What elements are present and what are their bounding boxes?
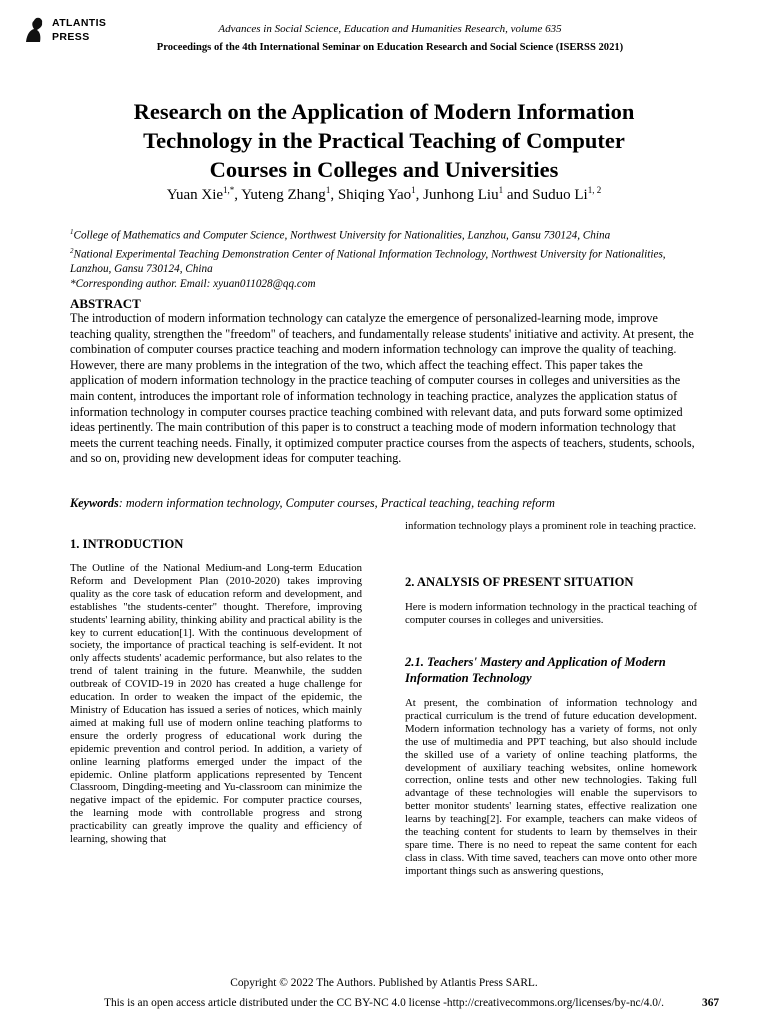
title-line: Technology in the Practical Teaching of Computer bbox=[143, 128, 625, 153]
affiliations bbox=[70, 225, 698, 292]
publisher-name-line2: PRESS bbox=[52, 31, 90, 43]
corresponding-author: *Corresponding author. Email: xyuan011028@qq.com bbox=[70, 278, 316, 291]
title-line: Research on the Application of Modern Information bbox=[133, 99, 635, 124]
author-name: Shiqing Yao bbox=[337, 187, 412, 203]
affiliation-mark: 1 bbox=[70, 228, 74, 236]
author-separator: , bbox=[234, 187, 242, 203]
paper-title bbox=[70, 97, 698, 184]
abstract-heading: ABSTRACT bbox=[70, 296, 141, 311]
author-affiliation-mark: 1 bbox=[325, 185, 331, 195]
affiliation-mark: 2 bbox=[70, 246, 74, 255]
journal-name: Advances in Social Science, Education and Humanities Research, volume 635 bbox=[218, 23, 562, 35]
affiliation bbox=[70, 244, 698, 278]
atlas-figure-icon bbox=[22, 16, 46, 44]
affiliation-text: National Experimental Teaching Demonstration Center of National Information Technology, Northwest University for Nationalities, Lanzhou, Gansu 730124, China bbox=[70, 248, 666, 276]
publisher-name-line1: ATLANTIS bbox=[52, 17, 107, 29]
section-heading-analysis: 2. ANALYSIS OF PRESENT SITUATION bbox=[405, 575, 634, 589]
abstract-text: The introduction of modern information technology can catalyze the emergence of personalized-learning mode, improve teaching quality, strengthen the "freedom" of teachers, and fundamentally release students' initiative and activity. At present, the combination of computer courses practice teaching and modern information technology can improve the quality of teaching. However, there are many problems in the integration of the two, which affect the teaching effect. This paper takes the application of modern information technology in the practice teaching of computer courses in colleges and universities as the main content, introduces the important role of information technology in teaching practice, analyzes the application status of information technology in computer courses practice teaching combined with relevant data, and puts forward some optimized ideas pertinently. The main contribution of this paper is to construct a teaching mode of modern information technology that meets the current teaching needs. Finally, it optimized computer practice courses from the aspects of teachers, students, schools, and so on, providing new development ideas for computer teaching. bbox=[70, 311, 695, 466]
introduction-text: The Outline of the National Medium-and Long-term Education Reform and Development Plan (2010-2020) takes improving quality as the core task of education reform and development, and establishes "the students-center" thought. Therefore, improving students' learning ability, thinking ability and practical ability is the key to current education[1]. With the continuous development of society, the importance of practical teaching is self-evident. It not only affects students' academic performance, but also relates to the trend of talent training in the future. Meanwhile, the sudden outbreak of COVID-19 in 2020 has created a huge challenge for education. In order to weaken the impact of the epidemic, the Ministry of Education has issued a series of notices, which mainly aimed at making full use of modern online teaching platforms to ensure the orderly progress of educational work during the epidemic prevention and control period. In addition, a variety of online learning platforms emerged under the impact of the epidemic. Online platform applications represented by Tencent Classroom, Dingding-meeting and Yu-classroom can minimize the negative impact of the epidemic. For computer practice courses, the learning mode with controllable progress and strong practicability can greatly improve the quality and efficiency of learning, showing that bbox=[70, 562, 362, 846]
author-name: Yuan Xie bbox=[166, 187, 224, 203]
author-list bbox=[70, 185, 698, 204]
affiliation-text: College of Mathematics and Computer Science, Northwest University for Nationalities, Lanzhou, Gansu 730124, China bbox=[73, 229, 611, 242]
affiliation bbox=[70, 225, 698, 244]
author-name: Yuteng Zhang bbox=[241, 187, 326, 203]
keywords bbox=[70, 496, 698, 511]
author-affiliation-mark: 1,* bbox=[223, 185, 235, 195]
subsection-2-1-text: At present, the combination of information technology and practical curriculum is the trend of future education development. Modern information technology has a variety of forms, not only the use of multimedia and PPT teaching, but also should include the skilled use of a variety of online teaching platforms, the development of auxiliary teaching websites, online homework correction, online tests and other new technologies. Taking full advantage of these technologies will enable the supervisors to better monitor students' learning states, effective realization one learns by teaching[2]. For example, teachers can make videos of the teaching content for students to learn by themselves in their spare time. There is no need to repeat the same content for each class in class. With time saved, teachers can move onto other more important things such as answering questions, bbox=[405, 697, 697, 877]
page-number: 367 bbox=[702, 997, 720, 1009]
title-line: Courses in Colleges and Universities bbox=[209, 157, 559, 182]
author-conjunction: and bbox=[503, 187, 533, 203]
author-affiliation-mark: 1 bbox=[411, 185, 416, 195]
section-heading-introduction: 1. INTRODUCTION bbox=[70, 537, 184, 551]
author-affiliation-mark: 1, 2 bbox=[587, 185, 602, 195]
subsection-heading-2-1: 2.1. Teachers' Mastery and Application of Modern Information Technology bbox=[405, 655, 666, 685]
author-separator: , bbox=[330, 187, 338, 203]
author-name: Suduo Li bbox=[532, 187, 588, 203]
keywords-label: Keywords bbox=[70, 496, 119, 510]
license-notice: This is an open access article distributed under the CC BY-NC 4.0 license -http://creativecommons.org/licenses/by-nc/4.0/. bbox=[103, 997, 664, 1009]
author-separator: , bbox=[415, 187, 424, 203]
author-affiliation-mark: 1 bbox=[498, 185, 504, 195]
introduction-continued-text: information technology plays a prominent role in teaching practice. bbox=[405, 520, 697, 532]
copyright-notice: Copyright © 2022 The Authors. Published by Atlantis Press SARL. bbox=[230, 977, 538, 989]
proceedings-name: Proceedings of the 4th International Seminar on Education Research and Social Science (ISERSS 2021) bbox=[156, 42, 624, 53]
analysis-text: Here is modern information technology in the practical teaching of computer courses in colleges and universities. bbox=[405, 601, 697, 626]
keywords-text: : modern information technology, Computer courses, Practical teaching, teaching reform bbox=[118, 496, 555, 510]
author-name: Junhong Liu bbox=[423, 187, 499, 203]
